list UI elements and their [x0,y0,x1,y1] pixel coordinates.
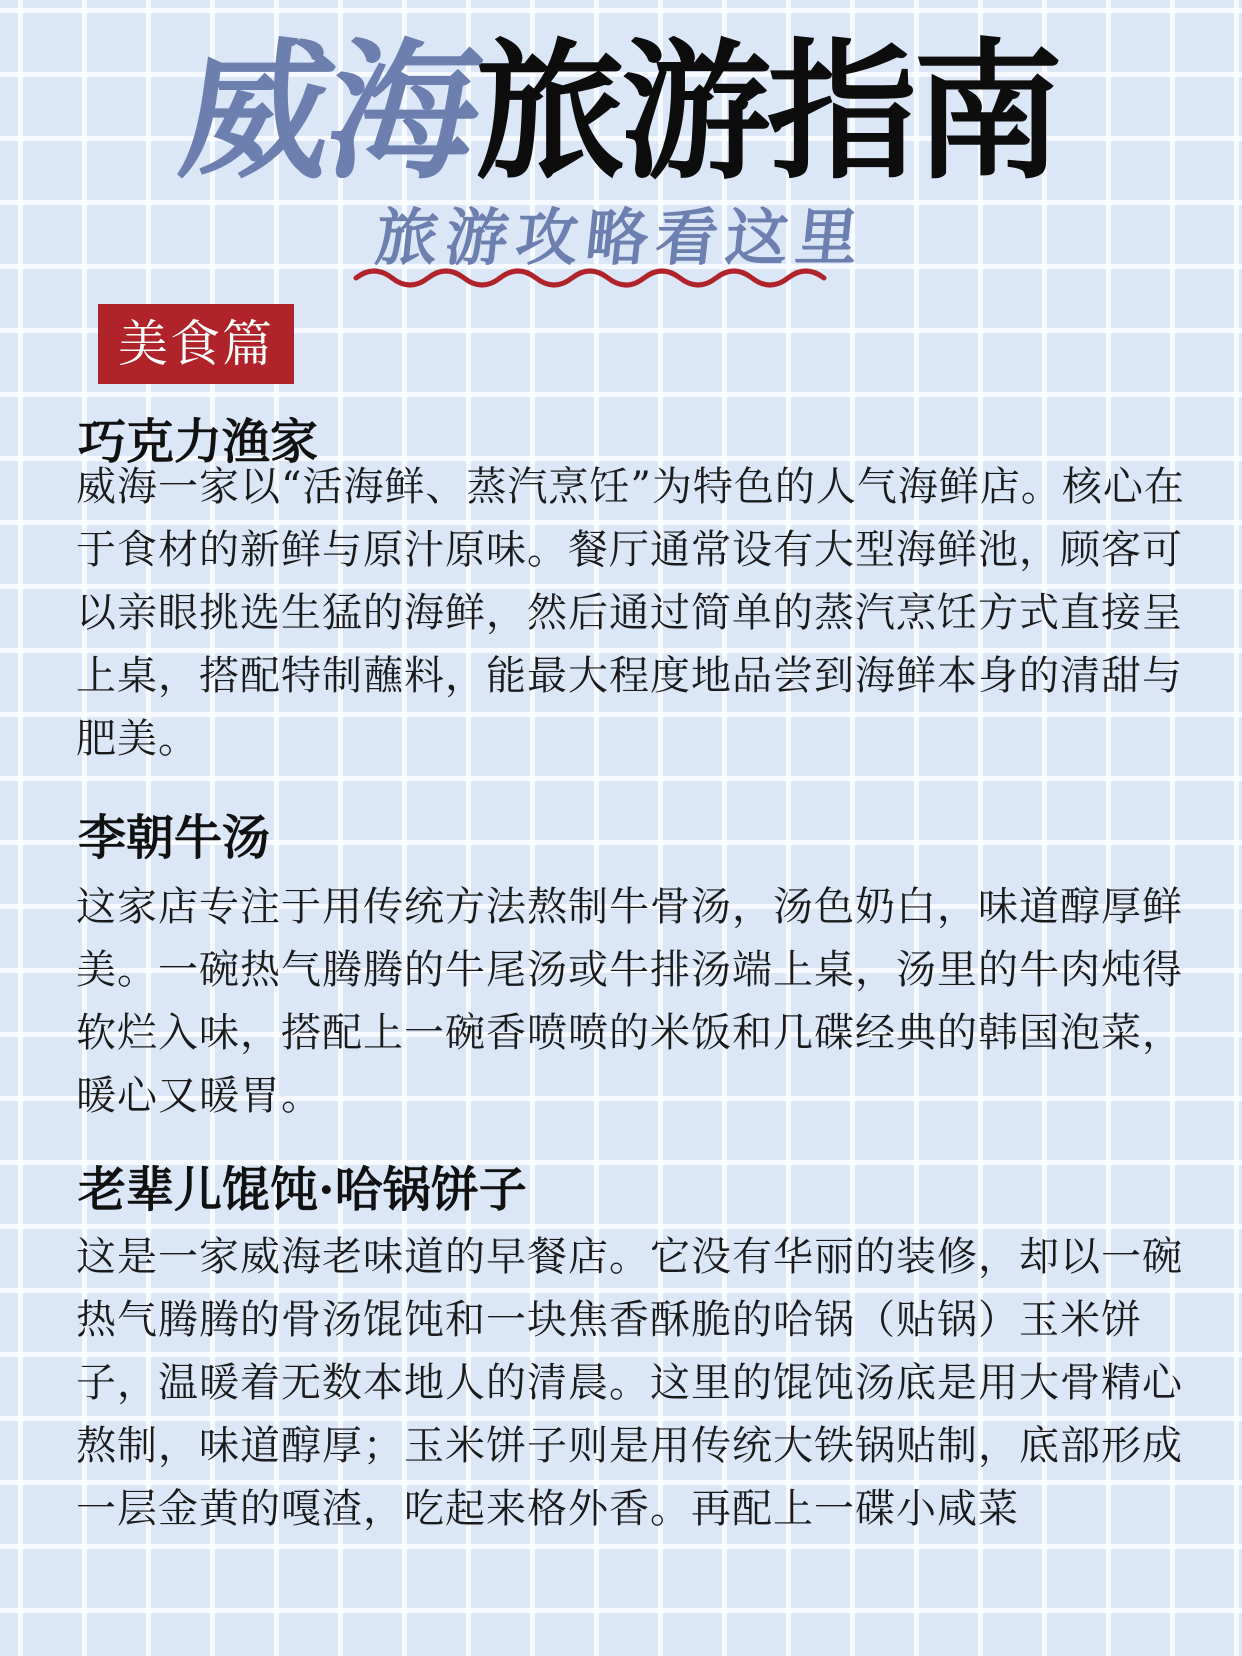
entry-title-laobeier-wonton: 老辈儿馄饨·哈锅饼子 [78,1162,527,1218]
page-title [0,28,1242,198]
entry-body-laobeier-wonton: 这是一家威海老味道的早餐店。它没有华丽的装修，却以一碗热气腾腾的骨汤馄饨和一块焦香酥脆的哈锅（贴锅）玉米饼子，温暖着无数本地人的清晨。这里的馄饨汤底是用大骨精心熬制，味道醇厚；玉米饼子则是用传统大铁锅贴制，底部形成一层金黄的嘎渣，吃起来格外香。再配上一碟小咸菜 [76,1234,1183,1532]
wavy-underline-decoration [352,264,830,290]
entry-body-chocolate-fishery: 威海一家以“活海鲜、蒸汽烹饪”为特色的人气海鲜店。核心在于食材的新鲜与原汁原味。餐厅通常设有大型海鲜池，顾客可以亲眼挑选生猛的海鲜，然后通过简单的蒸汽烹饪方式直接呈上桌，搭配特制蘸料，能最大程度地品尝到海鲜本身的清甜与肥美。 [76,464,1185,762]
title-main-part: 旅游指南 [475,26,1060,200]
entry-title-chocolate-fishery: 巧克力渔家 [78,414,319,470]
section-badge-food: 美食篇 [98,304,294,384]
title-accent-part: 威海 [170,26,488,200]
page-subtitle: 旅游攻略看这里 [372,201,870,274]
entry-body-lichao-beef-soup: 这家店专注于用传统方法熬制牛骨汤，汤色奶白，味道醇厚鲜美。一碗热气腾腾的牛尾汤或牛排汤端上桌，汤里的牛肉炖得软烂入味，搭配上一碗香喷喷的米饭和几碟经典的韩国泡菜，暖心又暖胃。 [76,884,1183,1119]
entry-title-lichao-beef-soup: 李朝牛汤 [78,810,271,866]
